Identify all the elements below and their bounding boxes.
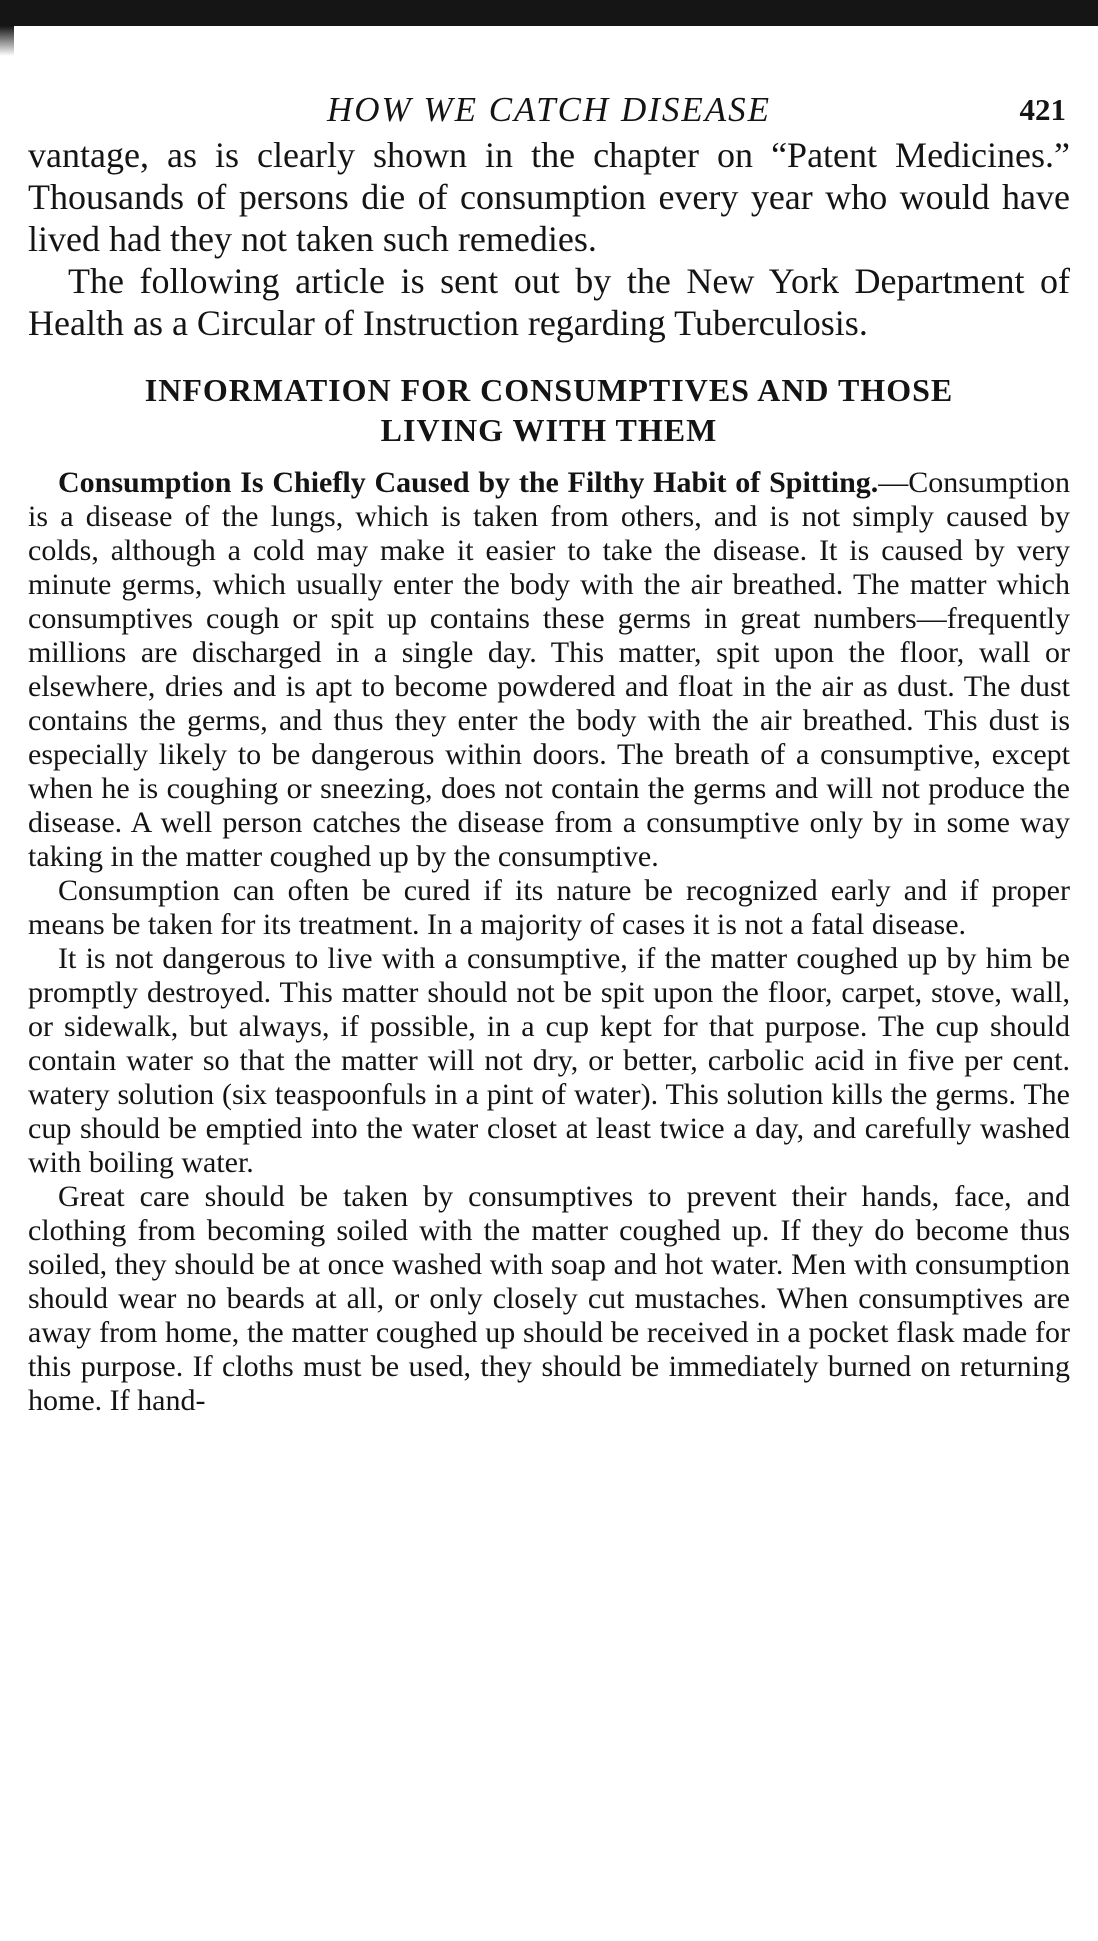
article-body: [28, 466, 1070, 1418]
intro-paragraph-2: The following article is sent out by the New York Department of Health as a Circular of Instruction regarding Tuberculosis.: [28, 261, 1070, 343]
article-paragraph-4: Great care should be taken by consumptives to prevent their hands, face, and clothing from becoming soiled with the matter coughed up. If they do become thus soiled, they should be at once washed with soap and hot water. Men with consumption should wear no beards at all, or only closely cut mustaches. When consumptives are away from home, the matter coughed up should be received in a pocket flask made for this purpose. If cloths must be used, they should be immediately burned on returning home. If hand-: [28, 1180, 1070, 1417]
running-head: [28, 72, 1070, 134]
book-page: [28, 72, 1070, 1418]
scan-top-edge: [0, 0, 1098, 26]
article-paragraph-3: It is not dangerous to live with a consumptive, if the matter coughed up by him be promptly destroyed. This matter should not be spit upon the floor, carpet, stove, wall, or sidewalk, but always, if possible, in a cup kept for that purpose. The cup should contain water so that the matter will not dry, or better, carbolic acid in five per cent. watery solution (six teaspoonfuls in a pint of water). This solution kills the germs. The cup should be emptied into the water closet at least twice a day, and carefully washed with boiling water.: [28, 942, 1070, 1179]
article-paragraph-1-text: —Consumption is a disease of the lungs, which is taken from others, and is not simply caused by colds, although a cold may make it easier to take the disease. It is caused by very minute germs, which usually enter the body with the air breathed. The matter which consumptives cough or spit up contains these germs in great numbers—frequently millions are discharged in a single day. This matter, spit upon the floor, wall or elsewhere, dries and is apt to become powdered and float in the air as dust. The dust contains the germs, and thus they enter the body with the air breathed. This dust is especially likely to be dangerous within doors. The breath of a consumptive, except when he is coughing or sneezing, does not contain the germs and will not produce the disease. A well person catches the disease from a consumptive only by in some way taking in the matter coughed up by the consumptive.: [28, 466, 1070, 873]
article-paragraph-1: [28, 466, 1070, 874]
scan-corner-shadow: [0, 26, 14, 56]
section-heading-line-1: INFORMATION FOR CONSUMPTIVES AND THOSE: [144, 372, 954, 408]
article-lead-in: Consumption Is Chiefly Caused by the Filthy Habit of Spitting.: [58, 466, 879, 499]
page-number: 421: [1019, 92, 1066, 127]
running-title: HOW WE CATCH DISEASE: [326, 90, 772, 129]
intro-paragraph-1: vantage, as is clearly shown in the chapter on “Patent Medicines.” Thousands of persons die of consumption every year who would have lived had they not taken such remedies.: [28, 135, 1070, 259]
article-paragraph-2: Consumption can often be cured if its nature be recognized early and if proper means be taken for its treatment. In a majority of cases it is not a fatal disease.: [28, 874, 1070, 941]
section-heading: [28, 370, 1070, 450]
intro-text: [28, 134, 1070, 344]
section-heading-line-2: LIVING WITH THEM: [380, 412, 718, 448]
